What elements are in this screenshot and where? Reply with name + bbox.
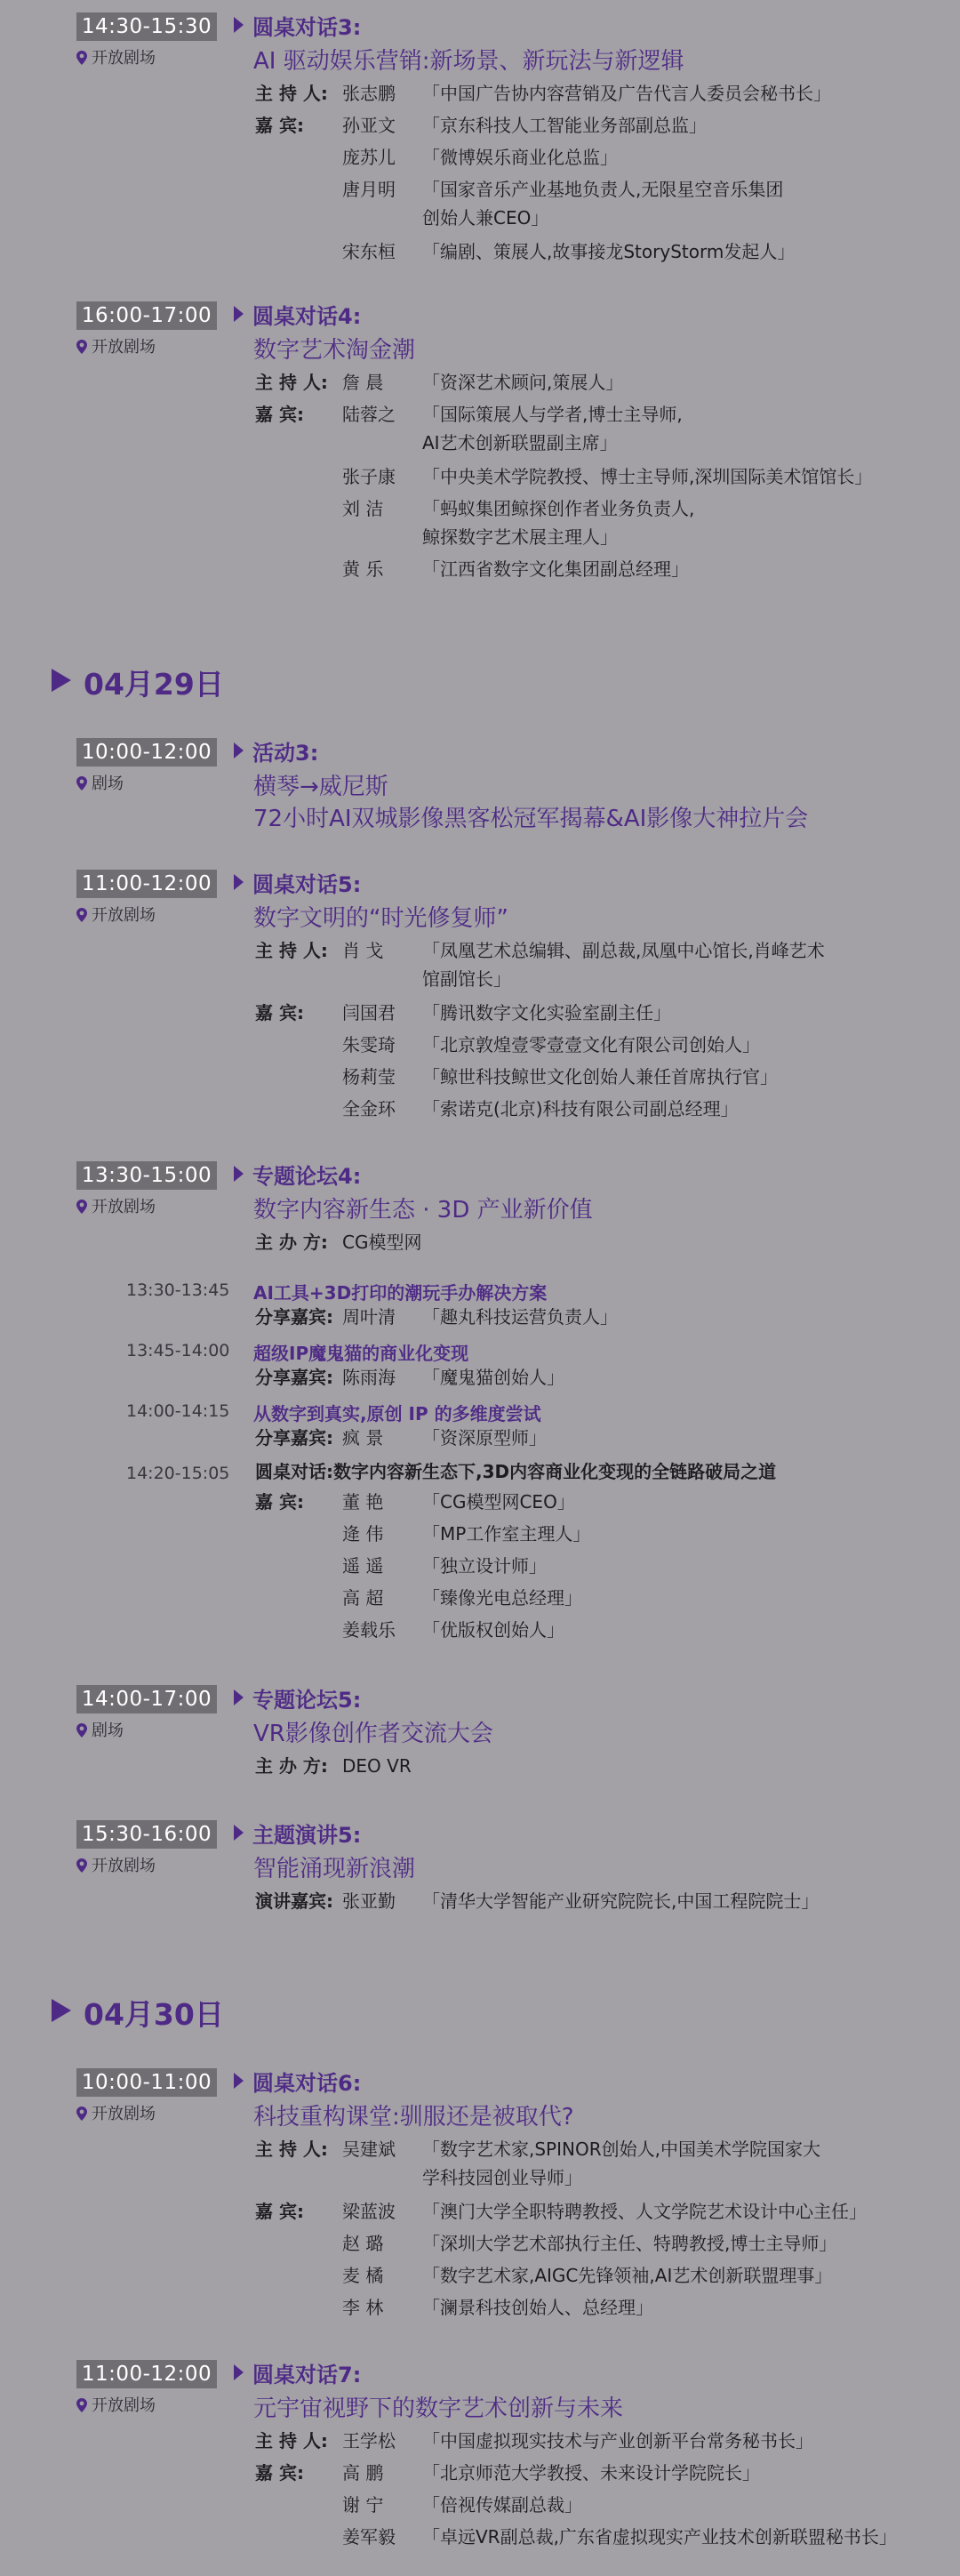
session-title: 活动3:	[234, 735, 318, 766]
participant-row: 嘉 宾: 陆蓉之 「国际策展人与学者,博士主导师,	[255, 404, 683, 425]
participant-row: 全金环 「索诺克(北京)科技有限公司副总经理」	[342, 1098, 739, 1119]
participant-row: 麦 橘 「数字艺术家,AIGC先锋领袖,AI艺术创新联盟理事」	[342, 2265, 833, 2286]
time-badge: 13:30-15:00	[76, 1161, 217, 1190]
organizer-row: 主 办 方: CG模型网	[255, 1232, 422, 1253]
session-title: 圆桌对话4:	[234, 299, 361, 330]
participant-row: 主 持 人: 詹 晨 「资深艺术顾问,策展人」	[255, 372, 624, 393]
caret-icon	[234, 2073, 244, 2089]
participant-row: 嘉 宾: 闫国君 「腾讯数字文化实验室副主任」	[255, 1002, 671, 1023]
session-subtitle: 元宇宙视野下的数字艺术创新与未来	[253, 2395, 624, 2422]
location-pin-icon	[76, 908, 88, 922]
participant-row: 谢 宁 「倍视传媒副总裁」	[342, 2494, 582, 2516]
participant-row: 姜军毅 「卓远VR副总裁,广东省虚拟现实产业技术创新联盟秘书长」	[342, 2526, 897, 2548]
location-pin-icon	[76, 1200, 88, 1214]
venue-label: 剧场	[76, 771, 124, 794]
participant-row: 主 持 人: 王学松 「中国虚拟现实技术与产业创新平台常务秘书长」	[255, 2430, 813, 2452]
talk-time: 13:45-14:00	[126, 1341, 230, 1360]
caret-icon	[234, 306, 244, 322]
time-badge: 10:00-12:00	[76, 738, 217, 766]
participant-row: 鲸探数字艺术展主理人」	[422, 526, 618, 548]
caret-icon	[234, 2364, 244, 2380]
speaker-row: 分享嘉宾: 周叶清 「趣丸科技运营负责人」	[255, 1306, 618, 1328]
roundtable-time: 14:20-15:05	[126, 1464, 230, 1483]
triangle-icon	[52, 1999, 71, 2022]
participant-row: 嘉 宾: 高 鹏 「北京师范大学教授、未来设计学院院长」	[255, 2462, 760, 2484]
session-title: 圆桌对话7:	[234, 2357, 361, 2388]
session-title: 圆桌对话6:	[234, 2066, 361, 2097]
location-pin-icon	[76, 1858, 88, 1873]
participant-row: 主 持 人: 肖 戈 「凤凰艺术总编辑、副总裁,凤凰中心馆长,肖峰艺术	[255, 940, 825, 961]
participant-row: 嘉 宾: 董 艳 「CG模型网CEO」	[255, 1491, 575, 1513]
talk-title: 从数字到真实,原创 IP 的多维度尝试	[253, 1403, 541, 1424]
session-subtitle: AI 驱动娱乐营销:新场景、新玩法与新逻辑	[253, 48, 684, 75]
participant-row: 李 林 「澜景科技创始人、总经理」	[342, 2297, 653, 2318]
venue-label: 开放剧场	[76, 1194, 156, 1217]
participant-row: 张子康 「中央美术学院教授、博士主导师,深圳国际美术馆馆长」	[342, 466, 873, 487]
venue-label: 开放剧场	[76, 2393, 156, 2416]
venue-label: 剧场	[76, 1718, 124, 1741]
venue-label: 开放剧场	[76, 903, 156, 926]
participant-row: 创始人兼CEO」	[422, 207, 549, 229]
talk-time: 13:30-13:45	[126, 1280, 230, 1300]
session-subtitle: VR影像创作者交流大会	[253, 1721, 493, 1747]
caret-icon	[234, 17, 244, 33]
date-heading: 04月30日	[52, 1992, 224, 2034]
participant-row: 学科技园创业导师」	[422, 2167, 582, 2188]
caret-icon	[234, 1825, 244, 1841]
participant-row: 赵 璐 「深圳大学艺术部执行主任、特聘教授,博士主导师」	[342, 2233, 837, 2254]
caret-icon	[234, 742, 244, 758]
participant-row: 黄 乐 「江西省数字文化集团副总经理」	[342, 558, 689, 580]
talk-time: 14:00-14:15	[126, 1401, 230, 1421]
venue-label: 开放剧场	[76, 1853, 156, 1876]
location-pin-icon	[76, 2107, 88, 2121]
caret-icon	[234, 1689, 244, 1705]
participant-row: 嘉 宾: 梁蓝波 「澳门大学全职特聘教授、人文学院艺术设计中心主任」	[255, 2201, 867, 2222]
date-heading: 04月29日	[52, 662, 224, 703]
participant-row: 刘 洁 「蚂蚁集团鲸探创作者业务负责人,	[342, 498, 695, 519]
organizer-row: 主 办 方: DEO VR	[255, 1755, 412, 1777]
participant-row: 唐月明 「国家音乐产业基地负责人,无限星空音乐集团	[342, 179, 784, 200]
caret-icon	[234, 874, 244, 890]
venue-label: 开放剧场	[76, 334, 156, 357]
time-badge: 16:00-17:00	[76, 301, 217, 330]
session-subtitle: 数字文明的“时光修复师”	[253, 905, 508, 932]
participant-row: 主 持 人: 张志鹏 「中国广告协内容营销及广告代言人委员会秘书长」	[255, 83, 831, 104]
roundtable-title: 圆桌对话:数字内容新生态下,3D内容商业化变现的全链路破局之道	[255, 1461, 777, 1482]
talk-title: AI工具+3D打印的潮玩手办解决方案	[253, 1282, 548, 1304]
participant-row: 朱雯琦 「北京敦煌壹零壹壹文化有限公司创始人」	[342, 1034, 760, 1055]
time-badge: 11:00-12:00	[76, 870, 217, 898]
session-subtitle-2: 72小时AI双城影像黑客松冠军揭幕&AI影像大神拉片会	[253, 806, 809, 832]
session-title: 圆桌对话5:	[234, 867, 361, 898]
participant-row: 逄 伟 「MP工作室主理人」	[342, 1523, 591, 1545]
participant-row: 嘉 宾: 孙亚文 「京东科技人工智能业务部副总监」	[255, 115, 707, 136]
location-pin-icon	[76, 776, 88, 790]
location-pin-icon	[76, 2398, 88, 2412]
session-subtitle: 数字内容新生态 · 3D 产业新价值	[253, 1197, 593, 1224]
talk-title: 超级IP魔鬼猫的商业化变现	[253, 1343, 469, 1364]
caret-icon	[234, 1166, 244, 1182]
participant-row: 遥 遥 「独立设计师」	[342, 1555, 547, 1577]
participant-row: 高 超 「臻像光电总经理」	[342, 1587, 582, 1609]
location-pin-icon	[76, 51, 88, 65]
session-subtitle: 科技重构课堂:驯服还是被取代?	[253, 2104, 574, 2131]
speaker-row: 分享嘉宾: 疯 景 「资深原型师」	[255, 1427, 547, 1448]
triangle-icon	[52, 669, 71, 692]
time-badge: 15:30-16:00	[76, 1820, 217, 1849]
venue-label: 开放剧场	[76, 2101, 156, 2124]
participant-row: 主 持 人: 吴建斌 「数字艺术家,SPINOR创始人,中国美术学院国家大	[255, 2139, 820, 2160]
time-badge: 11:00-12:00	[76, 2360, 217, 2388]
session-title: 专题论坛4:	[234, 1159, 361, 1190]
location-pin-icon	[76, 1723, 88, 1737]
session-subtitle: 数字艺术淘金潮	[253, 337, 416, 364]
time-badge: 14:00-17:00	[76, 1685, 217, 1713]
time-badge: 14:30-15:30	[76, 12, 217, 41]
participant-row: 姜载乐 「优版权创始人」	[342, 1619, 564, 1641]
participant-row: 宋东桓 「编剧、策展人,故事接龙StoryStorm发起人」	[342, 241, 796, 262]
participant-row: 馆副馆长」	[422, 968, 511, 990]
session-title: 圆桌对话3:	[234, 10, 361, 41]
participant-row: 庞苏儿 「微博娱乐商业化总监」	[342, 147, 618, 168]
session-title: 主题演讲5:	[234, 1818, 361, 1849]
speaker-row: 演讲嘉宾: 张亚勤 「清华大学智能产业研究院院长,中国工程院院士」	[255, 1890, 820, 1912]
session-subtitle: 横琴→威尼斯	[253, 774, 388, 800]
session-title: 专题论坛5:	[234, 1682, 361, 1713]
venue-label: 开放剧场	[76, 45, 156, 68]
speaker-row: 分享嘉宾: 陈雨海 「魔鬼猫创始人」	[255, 1367, 564, 1388]
participant-row: 杨莉莹 「鲸世科技鲸世文化创始人兼任首席执行官」	[342, 1066, 778, 1087]
session-subtitle: 智能涌现新浪潮	[253, 1856, 416, 1882]
participant-row: AI艺术创新联盟副主席」	[422, 432, 618, 453]
time-badge: 10:00-11:00	[76, 2068, 217, 2097]
location-pin-icon	[76, 340, 88, 354]
